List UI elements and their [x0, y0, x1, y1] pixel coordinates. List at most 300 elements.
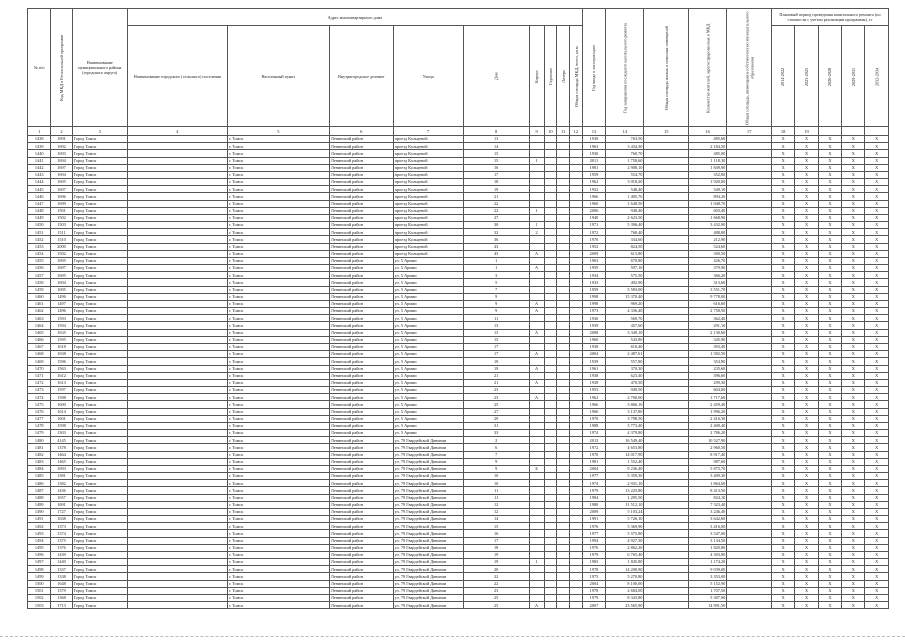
table-cell [529, 587, 544, 594]
table-cell: Город Томск [72, 516, 127, 523]
table-cell: ул. 5 Армии [393, 322, 463, 329]
table-cell: Ленинский район [329, 243, 393, 250]
period-mark-cell: Х [795, 372, 818, 379]
table-cell: 3 416,00 [689, 523, 727, 530]
table-cell: 1601 [51, 415, 72, 422]
table-cell: 1962 [582, 179, 605, 186]
table-header [28, 9, 889, 136]
table-cell [727, 351, 772, 358]
table-row [28, 465, 889, 472]
table-cell: 1467 [28, 343, 51, 350]
table-cell [557, 408, 570, 415]
table-cell: Ленинский район [329, 143, 393, 150]
table-cell: 1439 [28, 143, 51, 150]
table-cell [727, 279, 772, 286]
table-cell [127, 430, 227, 437]
table-cell [727, 408, 772, 415]
table-row [28, 250, 889, 257]
table-cell [644, 516, 689, 523]
table-cell: 3 [463, 272, 529, 279]
table-cell: А [529, 394, 544, 401]
table-cell: 1466 [28, 336, 51, 343]
period-mark-cell: Х [818, 229, 841, 236]
period-mark-cell: Х [771, 465, 794, 472]
table-cell [529, 358, 544, 365]
table-row [28, 387, 889, 394]
table-cell: ул. 79 Гвардейской Дивизии [393, 444, 463, 451]
table-cell [544, 422, 557, 429]
period-mark-cell: Х [842, 214, 865, 221]
table-cell [644, 222, 689, 229]
period-mark-cell: Х [818, 544, 841, 551]
period-mark-cell: Х [842, 286, 865, 293]
period-mark-cell: Х [771, 207, 794, 214]
table-cell: Город Томск [72, 300, 127, 307]
table-cell: 14 991,50 [689, 602, 727, 609]
period-mark-cell: Х [865, 595, 889, 602]
table-cell [127, 308, 227, 315]
table-cell: 370,30 [606, 365, 644, 372]
table-cell: 524,60 [689, 243, 727, 250]
table-cell: 824,50 [606, 243, 644, 250]
period-mark-cell: Х [865, 451, 889, 458]
table-cell [127, 272, 227, 279]
table-cell: 17 [463, 351, 529, 358]
table-cell: Город Томск [72, 408, 127, 415]
period-mark-cell: Х [865, 272, 889, 279]
period-mark-cell: Х [771, 329, 794, 336]
period-mark-cell: Х [818, 250, 841, 257]
table-cell [544, 315, 557, 322]
period-mark-cell: Х [795, 351, 818, 358]
table-cell: 9 039,00 [689, 566, 727, 573]
period-mark-cell: Х [842, 143, 865, 150]
table-cell: Ленинский район [329, 171, 393, 178]
table-cell [727, 265, 772, 272]
header-street: Улица [393, 26, 463, 127]
table-cell: 1502 [51, 250, 72, 257]
table-cell: г. Томск [227, 566, 329, 573]
table-cell: 299,30 [689, 379, 727, 386]
table-cell [557, 343, 570, 350]
table-cell: проезд Кольцевой [393, 143, 463, 150]
table-cell [127, 243, 227, 250]
table-cell [644, 415, 689, 422]
table-cell [570, 508, 583, 515]
table-cell [529, 415, 544, 422]
table-row [28, 451, 889, 458]
table-cell: 1475 [28, 401, 51, 408]
table-cell: 569,70 [606, 315, 644, 322]
table-cell: 2008 [582, 329, 605, 336]
table-row [28, 444, 889, 451]
table-cell: 485,00 [689, 150, 727, 157]
table-cell: 1977 [582, 530, 605, 537]
table-cell [644, 250, 689, 257]
table-cell: 1368 [51, 595, 72, 602]
table-cell [529, 573, 544, 580]
table-cell [544, 293, 557, 300]
table-cell [127, 257, 227, 264]
table-cell: Ленинский район [329, 566, 393, 573]
header-period-group: Плановый период проведения капитального ремонта (по стоимости с учетом реализации программы), гг [771, 9, 888, 26]
table-cell: Город Томск [72, 559, 127, 566]
table-cell: 1481 [28, 444, 51, 451]
table-cell: 1 [529, 207, 544, 214]
table-cell: 13 [463, 322, 529, 329]
table-cell [570, 430, 583, 437]
table-cell: 548,40 [606, 186, 644, 193]
table-cell: г. Томск [227, 186, 329, 193]
period-mark-cell: Х [795, 329, 818, 336]
table-row [28, 150, 889, 157]
table-cell [127, 214, 227, 221]
table-row [28, 437, 889, 444]
table-cell: Ленинский район [329, 150, 393, 157]
table-cell: 3 353,00 [689, 573, 727, 580]
table-cell: ул. 5 Армии [393, 394, 463, 401]
table-cell: Город Томск [72, 293, 127, 300]
table-cell [529, 286, 544, 293]
period-mark-cell: Х [771, 351, 794, 358]
period-mark-cell: Х [771, 193, 794, 200]
table-cell [127, 365, 227, 372]
table-cell [557, 480, 570, 487]
table-cell: г. Томск [227, 351, 329, 358]
table-cell: Город Томск [72, 136, 127, 143]
period-mark-cell: Х [865, 214, 889, 221]
period-mark-cell: Х [818, 602, 841, 609]
table-cell: 23 [463, 587, 529, 594]
table-row [28, 401, 889, 408]
column-number: 9 [529, 127, 544, 136]
table-cell: Город Томск [72, 422, 127, 429]
table-cell [570, 602, 583, 609]
table-cell: 1462 [28, 308, 51, 315]
period-mark-cell: Х [842, 186, 865, 193]
period-mark-cell: Х [865, 207, 889, 214]
table-cell [570, 537, 583, 544]
table-cell [544, 286, 557, 293]
table-cell: 14 017,90 [606, 451, 644, 458]
table-cell: 3 773,40 [606, 422, 644, 429]
period-mark-cell: Х [818, 437, 841, 444]
table-cell: Ленинский район [329, 444, 393, 451]
period-mark-cell: Х [795, 336, 818, 343]
table-cell: 11 [463, 494, 529, 501]
table-cell: 4145 [51, 437, 72, 444]
table-cell: г. Томск [227, 214, 329, 221]
table-cell [544, 501, 557, 508]
period-mark-cell: Х [795, 473, 818, 480]
period-mark-cell: Х [865, 136, 889, 143]
table-cell [727, 580, 772, 587]
period-mark-cell: Х [771, 523, 794, 530]
table-row [28, 523, 889, 530]
table-cell: 2 487,61 [606, 351, 644, 358]
period-mark-cell: Х [842, 480, 865, 487]
period-mark-cell: Х [865, 336, 889, 343]
table-row [28, 559, 889, 566]
table-cell: 1972 [582, 229, 605, 236]
table-cell: 1502 [28, 595, 51, 602]
table-cell: 1472 [28, 379, 51, 386]
table-cell: ул. 79 Гвардейской Дивизии [393, 487, 463, 494]
period-mark-cell: Х [865, 193, 889, 200]
table-cell [557, 516, 570, 523]
table-cell: 1 849,90 [689, 164, 727, 171]
table-cell [727, 551, 772, 558]
table-cell [529, 257, 544, 264]
table-cell: ул. 79 Гвардейской Дивизии [393, 602, 463, 609]
table-cell: Город Томск [72, 530, 127, 537]
table-cell: 1493 [28, 530, 51, 537]
table-cell: г. Томск [227, 136, 329, 143]
table-cell: 1492 [28, 523, 51, 530]
table-cell [557, 279, 570, 286]
table-cell: Город Томск [72, 480, 127, 487]
table-row [28, 257, 889, 264]
table-row [28, 430, 889, 437]
table-cell [644, 480, 689, 487]
table-cell: Город Томск [72, 250, 127, 257]
table-row [28, 322, 889, 329]
table-cell [127, 143, 227, 150]
period-mark-cell: Х [842, 150, 865, 157]
table-row [28, 214, 889, 221]
table-cell: 1966 [582, 401, 605, 408]
table-cell [727, 473, 772, 480]
header-area: Общая площадь МКД, всего, кв.м [570, 26, 583, 127]
table-cell: 1442 [28, 164, 51, 171]
table-cell [127, 200, 227, 207]
table-cell: проезд Кольцевой [393, 193, 463, 200]
table-cell [127, 508, 227, 515]
table-cell: 2 459,40 [689, 401, 727, 408]
table-cell: Город Томск [72, 222, 127, 229]
table-cell: Город Томск [72, 343, 127, 350]
table-cell [644, 193, 689, 200]
period-mark-cell: Х [865, 559, 889, 566]
table-cell: 5 359,30 [606, 473, 644, 480]
table-cell: 1 [529, 157, 544, 164]
table-cell [570, 544, 583, 551]
table-cell: 27 [463, 408, 529, 415]
table-cell [544, 394, 557, 401]
table-cell: 6 [463, 444, 529, 451]
table-cell [127, 372, 227, 379]
table-cell: 1970 [582, 451, 605, 458]
period-mark-cell: Х [771, 315, 794, 322]
table-cell: ул. 79 Гвардейской Дивизии [393, 501, 463, 508]
table-cell [544, 415, 557, 422]
period-mark-cell: Х [865, 236, 889, 243]
table-cell: ул. 5 Армии [393, 279, 463, 286]
table-cell: 1979 [582, 551, 605, 558]
table-cell: Город Томск [72, 430, 127, 437]
table-cell [727, 494, 772, 501]
table-cell [570, 465, 583, 472]
table-cell: 1699 [51, 200, 72, 207]
table-cell [544, 487, 557, 494]
table-cell: ул. 79 Гвардейской Дивизии [393, 551, 463, 558]
table-cell [557, 415, 570, 422]
period-mark-cell: Х [818, 143, 841, 150]
table-cell: Город Томск [72, 336, 127, 343]
table-cell: 19 [463, 358, 529, 365]
table-cell: 1 048,70 [689, 200, 727, 207]
table-cell [727, 193, 772, 200]
table-cell [529, 458, 544, 465]
table-cell: Ленинский район [329, 179, 393, 186]
table-cell [644, 358, 689, 365]
table-cell: 1998 [582, 300, 605, 307]
table-cell [570, 494, 583, 501]
table-cell [557, 193, 570, 200]
table-cell: 15 [463, 523, 529, 530]
table-cell: 1469 [28, 358, 51, 365]
table-row [28, 394, 889, 401]
table-cell [644, 236, 689, 243]
table-cell: Ленинский район [329, 573, 393, 580]
table-cell: 1940 [582, 214, 605, 221]
table-cell: 1979 [582, 595, 605, 602]
table-cell: 1727 [51, 508, 72, 515]
table-cell: Ленинский район [329, 286, 393, 293]
period-mark-cell: Х [795, 343, 818, 350]
table-cell: 1 174,20 [689, 559, 727, 566]
table-cell [570, 480, 583, 487]
period-mark-cell: Х [818, 458, 841, 465]
table-cell [644, 336, 689, 343]
table-cell: г. Томск [227, 379, 329, 386]
table-cell [557, 336, 570, 343]
table-cell [644, 537, 689, 544]
table-cell: 1694 [51, 279, 72, 286]
table-cell: 1 820,80 [689, 544, 727, 551]
table-cell: 5 103,24 [606, 508, 644, 515]
table-cell: 1460 [28, 293, 51, 300]
period-mark-cell: Х [842, 494, 865, 501]
header-locality: Населенный пункт [227, 26, 329, 127]
table-cell [544, 272, 557, 279]
period-mark-cell: Х [795, 465, 818, 472]
period-mark-cell: Х [818, 136, 841, 143]
table-cell [544, 573, 557, 580]
table-cell: 1447 [28, 200, 51, 207]
period-mark-cell: Х [865, 537, 889, 544]
period-mark-cell: Х [842, 473, 865, 480]
table-cell: ул. 5 Армии [393, 315, 463, 322]
table-cell: ул. 5 Армии [393, 343, 463, 350]
table-cell: 1 920,00 [689, 179, 727, 186]
table-cell: 22 [463, 207, 529, 214]
table-cell: Ленинский район [329, 372, 393, 379]
table-cell: 291,10 [689, 322, 727, 329]
table-cell: Город Томск [72, 365, 127, 372]
column-number: 1 [28, 127, 51, 136]
table-cell [557, 171, 570, 178]
table-cell [127, 315, 227, 322]
table-cell [529, 487, 544, 494]
table-cell [727, 480, 772, 487]
period-mark-cell: Х [842, 523, 865, 530]
table-cell: Город Томск [72, 171, 127, 178]
table-cell: 1491 [28, 516, 51, 523]
table-cell: ул. 5 Армии [393, 336, 463, 343]
table-cell [644, 523, 689, 530]
column-number: 2 [51, 127, 72, 136]
table-cell: 1657 [51, 494, 72, 501]
table-cell [529, 164, 544, 171]
table-cell [644, 329, 689, 336]
table-cell: г. Томск [227, 559, 329, 566]
table-cell: ул. 5 Армии [393, 351, 463, 358]
period-mark-cell: Х [771, 595, 794, 602]
header-old-code: Код МКД в Региональной программе [51, 9, 72, 127]
table-cell: 1 668,90 [689, 214, 727, 221]
table-cell: 2 [529, 229, 544, 236]
table-cell: 1974 [582, 480, 605, 487]
table-cell [557, 293, 570, 300]
period-mark-cell: Х [842, 279, 865, 286]
period-mark-cell: Х [865, 150, 889, 157]
period-mark-cell: Х [818, 480, 841, 487]
table-cell [557, 487, 570, 494]
period-mark-cell: Х [818, 293, 841, 300]
period-mark-cell: Х [771, 408, 794, 415]
table-cell [127, 329, 227, 336]
table-cell [557, 329, 570, 336]
table-cell: 9 [463, 300, 529, 307]
period-mark-cell: Х [795, 559, 818, 566]
table-cell [127, 487, 227, 494]
table-row [28, 229, 889, 236]
period-mark-cell: Х [771, 379, 794, 386]
table-cell [127, 171, 227, 178]
table-cell [570, 573, 583, 580]
table-cell: 352,80 [689, 171, 727, 178]
table-cell [529, 530, 544, 537]
table-cell: А [529, 329, 544, 336]
table-cell: 1480 [28, 437, 51, 444]
table-cell: г. Томск [227, 602, 329, 609]
table-cell: ул. 79 Гвардейской Дивизии [393, 465, 463, 472]
period-mark-cell: Х [771, 214, 794, 221]
table-cell [727, 250, 772, 257]
period-mark-cell: Х [771, 480, 794, 487]
period-mark-cell: Х [771, 501, 794, 508]
table-cell: 17 [463, 343, 529, 350]
table-cell: 3 642,60 [689, 516, 727, 523]
table-cell [644, 551, 689, 558]
table-cell: г. Томск [227, 315, 329, 322]
period-mark-cell: Х [771, 573, 794, 580]
table-cell [727, 358, 772, 365]
table-cell [727, 458, 772, 465]
period-mark-cell: Х [818, 401, 841, 408]
table-cell [544, 171, 557, 178]
period-mark-cell: Х [771, 257, 794, 264]
page-bottom-edge [0, 636, 905, 640]
table-cell: Ленинский район [329, 336, 393, 343]
table-cell: 1454 [28, 250, 51, 257]
table-cell [529, 200, 544, 207]
table-cell [544, 372, 557, 379]
period-mark-cell: Х [818, 308, 841, 315]
table-cell: ул. 79 Гвардейской Дивизии [393, 544, 463, 551]
table-cell: Ленинский район [329, 293, 393, 300]
